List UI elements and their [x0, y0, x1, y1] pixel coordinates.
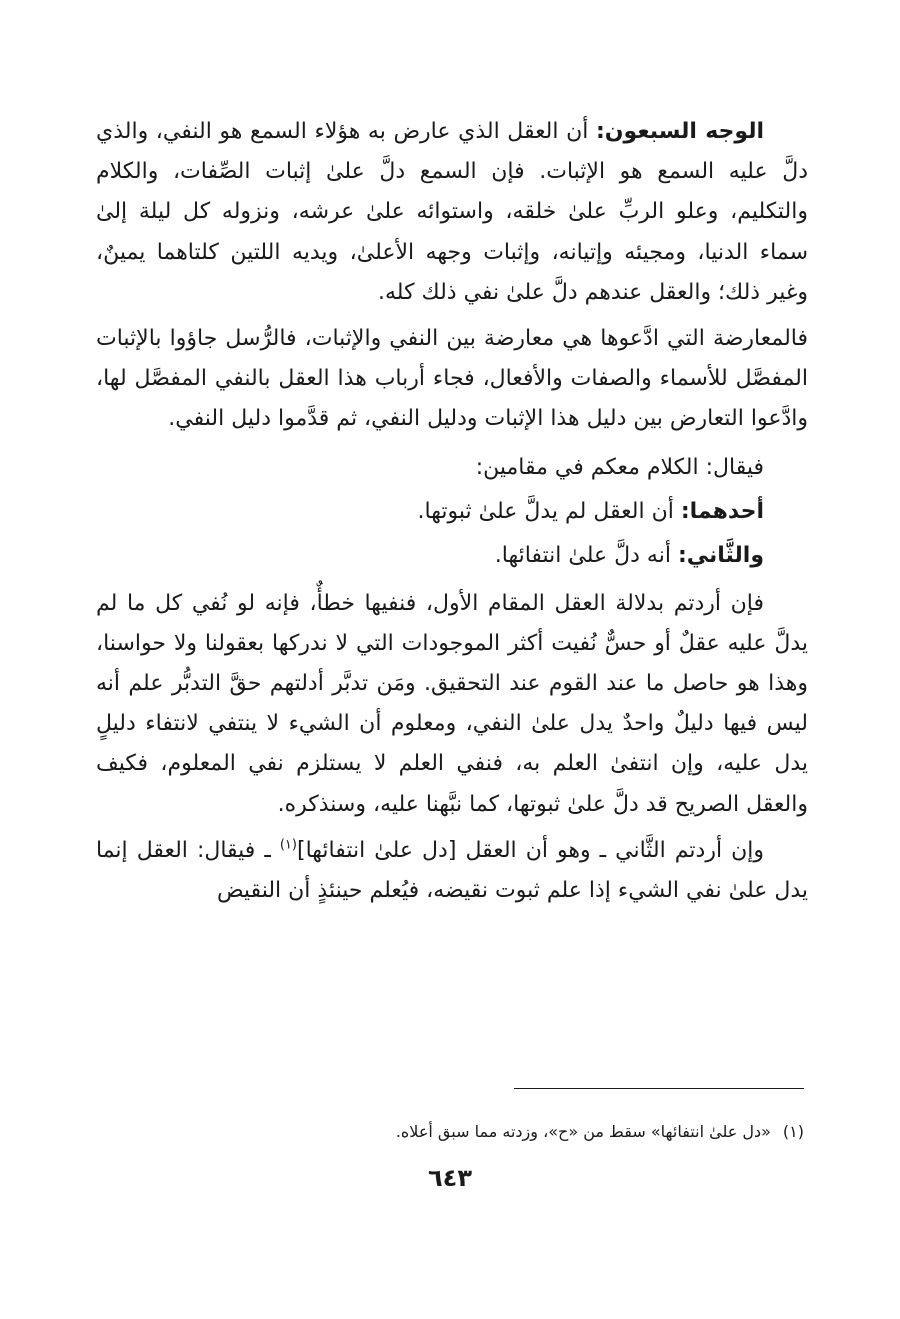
list-item-first: [96, 490, 808, 534]
list-item-lead: والثَّاني:: [677, 542, 764, 568]
paragraph-text: ـ فيقال: العقل إنما يدل علىٰ نفي الشيء إذا علم ثبوت نقيضه، فيُعلم حينئذٍ أن النقيض: [96, 837, 808, 904]
footnote: [92, 1118, 804, 1146]
page-number: ٦٤٣: [428, 1164, 472, 1192]
paragraph-two-stations: فيقال: الكلام معكم في مقامين:: [475, 454, 764, 480]
footnote-text: «دل علىٰ انتفائها» سقط من «ح»، وزدته مما سبق أعلاه.: [395, 1122, 771, 1141]
paragraph-text: أن العقل الذي عارض به هؤلاء السمع هو النفي، والذي دلَّ عليه السمع هو الإثبات. فإن السمع دلَّ علىٰ إثبات الصِّفات، والكلام والتكليم، وعلو الربِّ علىٰ خلقه، واستوائه علىٰ عرشه، ونزوله كل ليلة إلىٰ سماء الدنيا، ومجيئه وإتيانه، وإثبات وجهه الأعلىٰ، ويديه اللتين كلتاهما يمينٌ، وغير ذلك؛ والعقل عندهم دلَّ علىٰ نفي ذلك كله.: [96, 119, 808, 305]
list-item-second: [96, 534, 808, 578]
footnote-number: (١): [782, 1122, 804, 1141]
paragraph-second-station: [96, 831, 808, 911]
list-item-text: أنه دلَّ علىٰ انتفائها.: [494, 542, 678, 568]
page-body: [96, 112, 808, 917]
footnote-marker: (١): [279, 837, 297, 853]
footnote-divider: [514, 1088, 804, 1089]
paragraph-70th-aspect: [96, 112, 808, 313]
paragraph-contradiction: فالمعارضة التي ادَّعوها هي معارضة بين النفي والإثبات، فالرُّسل جاؤوا بالإثبات المفصَّل للأسماء والصفات والأفعال، فجاء أرباب هذا العقل بالنفي المفصَّل لها، وادَّعوا التعارض بين دليل هذا الإثبات ودليل النفي، ثم قدَّموا دليل النفي.: [96, 326, 808, 432]
paragraph-lead: الوجه السبعون:: [595, 119, 764, 144]
paragraph-text: وإن أردتم الثَّاني ـ وهو أن العقل [دل علىٰ انتفائها]: [296, 837, 764, 863]
list-item-text: أن العقل لم يدلَّ علىٰ ثبوتها.: [417, 498, 681, 524]
list-item-lead: أحدهما:: [680, 498, 764, 524]
paragraph-first-station: فإن أردتم بدلالة العقل المقام الأول، فنفيها خطأٌ، فإنه لو نُفي كل ما لم يدلَّ عليه عقلٌ أو حسٌّ نُفيت أكثر الموجودات التي لا ندركها بعقولنا ولا حواسنا، وهذا هو حاصل ما عند القوم عند التحقيق. ومَن تدبَّر أدلتهم حقَّ التدبُّر علم أنه ليس فيها دليلٌ واحدٌ يدل علىٰ النفي، ومعلوم أن الشيء لا ينتفي لانتفاء دليلٍ يدل عليه، وإن انتفىٰ العلم به، فنفي العلم لا يستلزم نفي المعلوم، فكيف والعقل الصريح قد دلَّ علىٰ ثبوتها، كما نبَّهنا عليه، وسنذكره.: [96, 590, 808, 817]
